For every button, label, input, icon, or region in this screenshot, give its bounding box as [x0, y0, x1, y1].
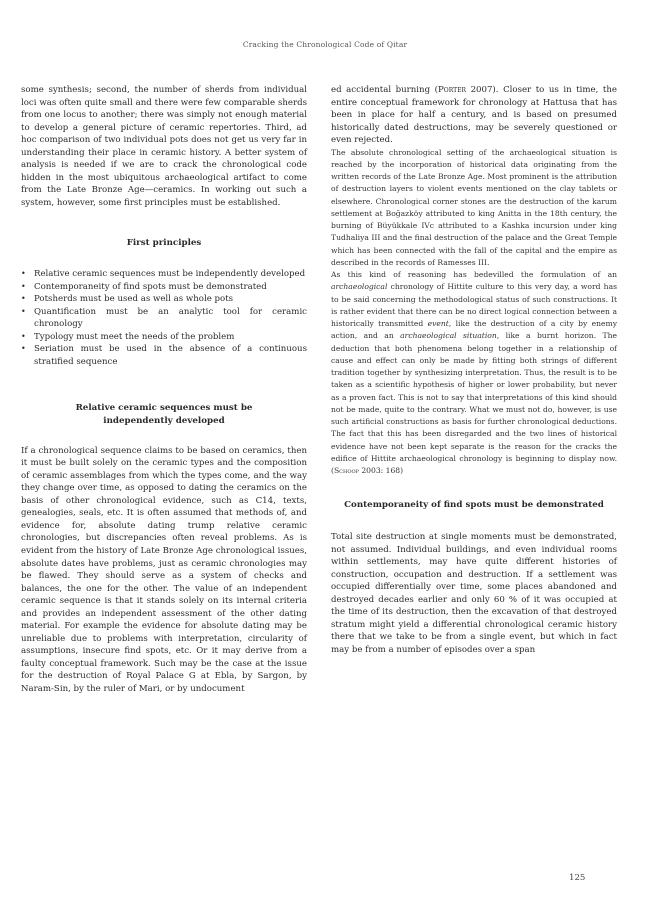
intro-paragraph: some synthesis; second, the number of sherds from individual loci was often quite small and there were few comparable sherds from one locus to another; there was simply not enough material to develop a general picture of ceramic repertories. Third, ad hoc comparison of two individual pots does not get us very far in understanding their place in ceramic history. A better system of analysis is needed if we are to crack the chronological code hidden in the most ubiquitous archaeological artifact to come from the Late Bronze Age—ceramics. In working out such a system, however, some first principles must be established.	[21, 85, 307, 208]
continuation-paragraph	[331, 84, 617, 147]
list-item: • Relative ceramic sequences must be independently developed	[21, 268, 307, 281]
page-number: 125	[569, 873, 586, 883]
block-quote-2	[331, 269, 617, 477]
heading-relative-line1: Relative ceramic sequences must be	[75, 403, 253, 414]
citation-porter: Porter	[438, 85, 467, 95]
heading-relative-line2: independently developed	[103, 416, 225, 427]
running-head: Cracking the Chronological Code of Qitar	[242, 40, 408, 49]
list-item: • Quantification must be an analytic tool for ceramic chronology	[21, 306, 307, 331]
list-item: • Seriation must be used in the absence of a continuous stratified sequence	[21, 343, 307, 368]
heading-contemporaneity: Contemporaneity of find spots must be demonstrated	[344, 500, 604, 511]
quote-text: chronology of Hittite culture to this very day, a word has to be said concerning the methodological status of such constructions. It is rather evident that there can be no direct logical connection between a historically transmitted	[331, 282, 617, 329]
block-quote-1: The absolute chronological setting of the archaeological situation is reached by the incorporation of historical data originating from the written records of the Late Bronze Age. Most prominent is the attribution of destruction layers to violent events mentioned on the clay tablets or elsewhere. Chronological corner stones are the destruction of the karum settlement at Boğazköy attributed to king Anitta in the 18th century, the burning of Büyükkale IVc attributed to a Kashka incursion under king Tudhaliya III and the final destruction of the palace and the Great Temple which has been connected with the fall of the capital and the empire as described in the records of Ramesses III.	[331, 147, 617, 267]
list-item: • Contemporaneity of find spots must be demonstrated	[21, 281, 307, 294]
contemporaneity-paragraph: Total site destruction at single moments must be demonstrated, not assumed. Individual buildings, and even individual rooms within settlements, may have quite different histories of construction, occupation and destruction. If a settlement was occupied differentially over time, some places abandoned and destroyed decades earlier and only 60 % of it was occupied at the time of its destruction, then the excavation of that destroyed stratum might yield a differential chronological ceramic history there that we take to be from a single event, but which in fact may be from a number of episodes over a span	[331, 532, 617, 655]
quote-text: 2003: 168)	[358, 466, 404, 476]
relative-paragraph: If a chronological sequence claims to be based on ceramics, then it must be built solely on the ceramic types and the composition of ceramic assemblages from which the types come, and the way they change over time, as opposed to dating the ceramics on the basis of other chronological evidence, such as C14, texts, genealogies, seals, etc. It is often assumed that methods of, and evidence for, absolute dating trump relative ceramic chronologies, but discrepancies often reveal problems. As is evident from the history of Late Bronze Age chronological issues, absolute dates have problems, just as ceramic chronologies may be flawed. They should serve as a system of checks and balances, the one for the other. The value of an independent ceramic sequence is that it stands solely on its internal criteria and provides an independent assessment of the other dating material. For example the evidence for absolute dating may be unreliable due to problems with interpretation, circularity of assumptions, insecure find spots, etc. Or it may derive from a faulty conceptual framework. Such may be the case at the issue for the destruction of Royal Palace G at Ebla, by Sargon, by Naram-Sin, by the ruler of Mari, or by undocument	[21, 445, 307, 695]
continuation-text-2: 2007). Closer to us in time, the entire conceptual framework for chronology at Hattusa that has been in place for half a century, and is based on presumed historically dated destructions, may be severely questioned or even rejected.	[331, 85, 618, 146]
list-item: • Potsherds must be used as well as whole pots	[21, 293, 307, 306]
quote-text: , like a burnt horizon. The deduction that both phenomena belong together in a relationship of cause and effect can only be made by fitting both strings of different tradition together by synthesizing interpretation. Thus, the result is to be taken as a scientific hypothesis of higher or lower probability, but never as a proven fact. This is not to say that interpretations of this kind should not be made, quite to the contrary. What we must not do, however, is use such artificial constructions as basis for further chronological deductions. The fact that this has been disregarded and the two lines of historical evidence have not been kept separate is the reason for the cracks the edifice of Hittite archaeological chronology is beginning to display now. (	[331, 331, 617, 476]
right-column	[331, 84, 617, 657]
heading-relative-sequences	[21, 402, 307, 427]
quote-text: , like the destruction of a city by enemy action, and an	[331, 319, 617, 341]
principles-list	[21, 268, 307, 368]
continuation-text: ed accidental burning (	[331, 85, 438, 95]
quote-emphasis: event	[427, 319, 449, 329]
left-column	[21, 84, 307, 696]
citation-schoop: Schoop	[333, 466, 359, 476]
quote-emphasis: archaeological	[331, 282, 388, 292]
heading-first-principles: First principles	[126, 238, 202, 249]
quote-text: As this kind of reasoning has bedevilled the formulation of an	[331, 270, 617, 280]
list-item: • Typology must meet the needs of the problem	[21, 331, 307, 344]
quote-emphasis: archaeological situation	[400, 331, 497, 341]
